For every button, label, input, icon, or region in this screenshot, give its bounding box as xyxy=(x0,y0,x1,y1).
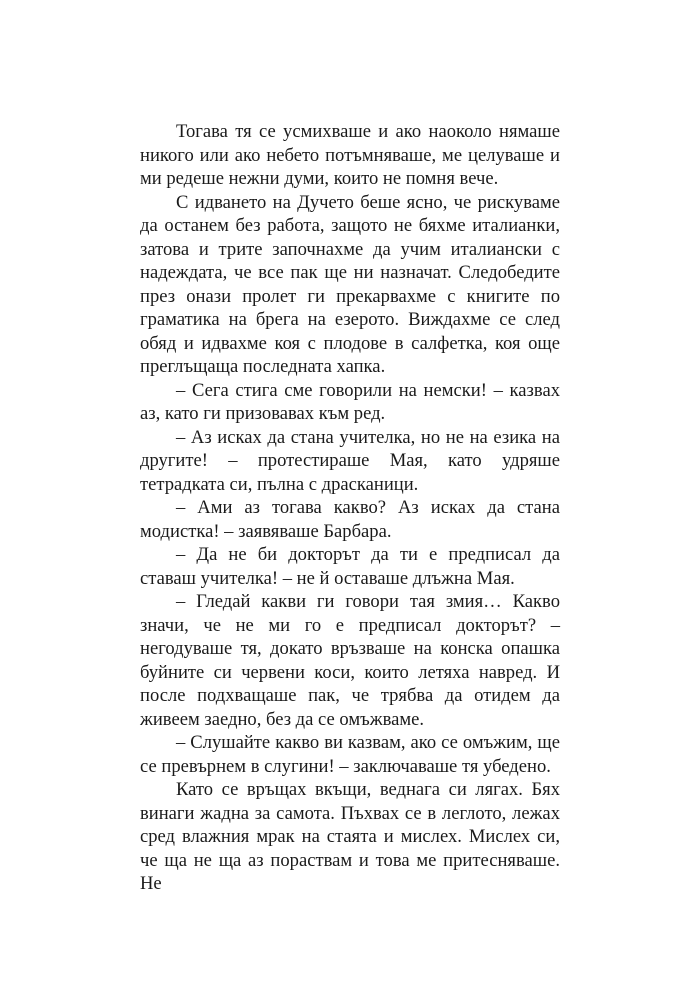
paragraph: – Сега стига сме говорили на немски! – казвах аз, като ги призовавах към ред. xyxy=(140,379,560,424)
paragraph: – Ами аз тогава какво? Аз исках да стана модистка! – заявяваше Барбара. xyxy=(140,497,560,542)
paragraph: – Аз исках да стана учителка, но не на езика на другите! – протестираше Мая, като удряше тетрадката си, пълна с драсканици. xyxy=(140,426,560,495)
paragraph: Тогава тя се усмихваше и ако наоколо нямаше никого или ако небето потъмняваше, ме целуваше и ми редеше нежни думи, които не помня вече. xyxy=(140,121,560,189)
page-text xyxy=(140,120,560,896)
paragraph: – Да не би докторът да ти е предписал да ставаш учителка! – не й оставаше длъжна Мая. xyxy=(140,544,560,589)
paragraph: – Гледай какви ги говори тая змия… Какво значи, че не ми го е предписал докторът? – негодуваше тя, докато връзваше на конска опашка буйните си червени коси, които летяха навред. И после подхващаше пак, че трябва да отидем да живеем заедно, без да се омъжваме. xyxy=(140,591,560,730)
paragraph: Като се връщах вкъщи, веднага си лягах. Бях винаги жадна за самота. Пъхвах се в леглото, лежах сред влажния мрак на стаята и мислех. Мислех си, че ща не ща аз пораствам и това ме притесняваше. Не xyxy=(140,779,560,894)
paragraph: С идването на Дучето беше ясно, че рискуваме да останем без работа, защото не бяхме италианки, затова и трите започнахме да учим италиански с надеждата, че все пак ще ни назначат. Следобедите през онази пролет ги прекарвахме с книгите по граматика на брега на езерото. Виждахме се след обяд и идвахме коя с плодове в салфетка, коя още преглъщаща последната хапка. xyxy=(140,191,560,377)
paragraph: – Слушайте какво ви казвам, ако се омъжим, ще се превърнем в слугини! – заключаваше тя убедено. xyxy=(140,732,560,777)
